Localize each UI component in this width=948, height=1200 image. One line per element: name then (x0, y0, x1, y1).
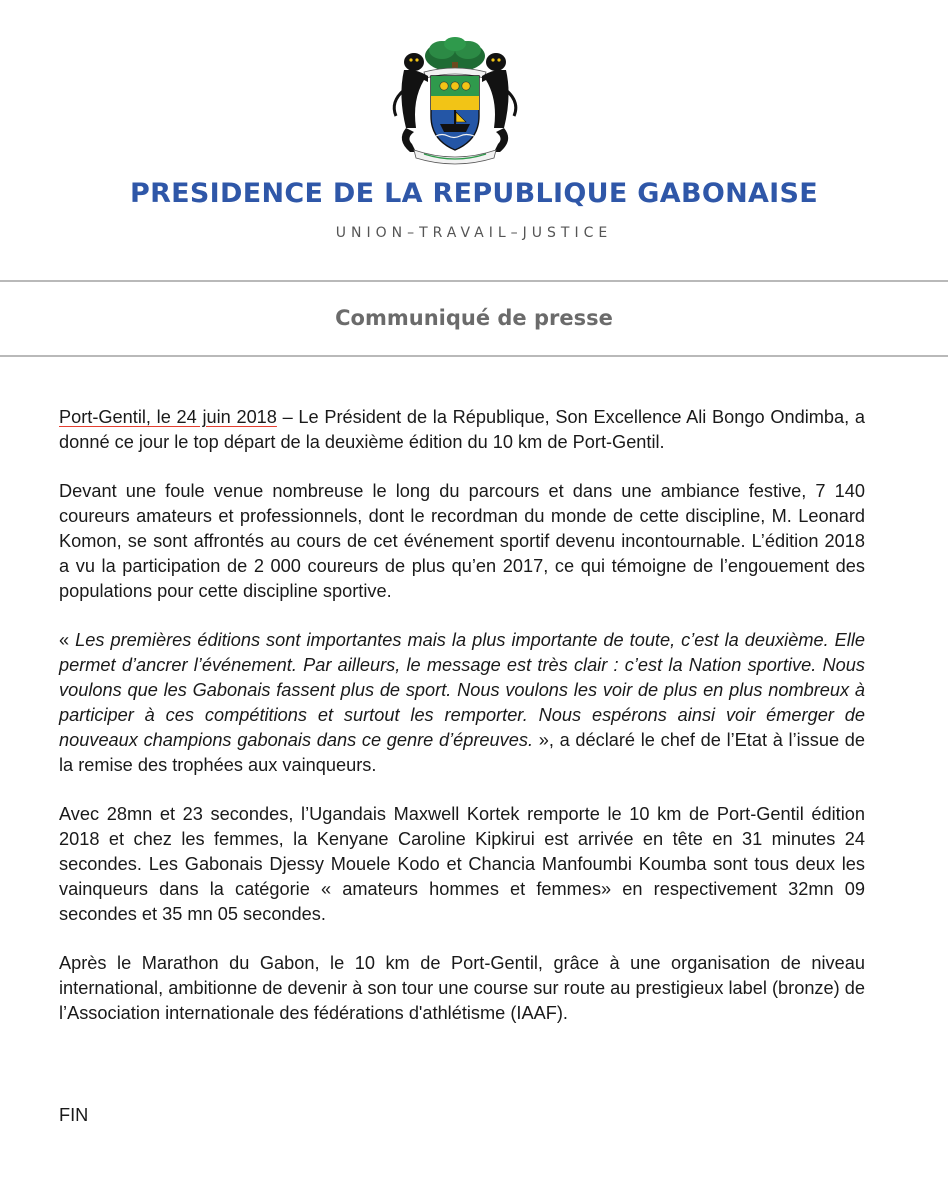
paragraph-intro (59, 405, 865, 455)
coat-of-arms-emblem (384, 36, 526, 166)
paragraph-crowd: Devant une foule venue nombreuse le long du parcours et dans une ambiance festive, 7 140 coureurs amateurs et professionnels, dont le recordman du monde de cette discipline, M. Leonard Komon, se sont affrontés au cours de cet événement sportif devenu incontournable. L’édition 2018 a vu la participation de 2 000 coureurs de plus qu’en 2017, ce qui témoigne de l’engouement des populations pour cette discipline sportive. (59, 481, 865, 601)
top-divider (0, 280, 948, 282)
paragraph-outlook: Après le Marathon du Gabon, le 10 km de Port-Gentil, grâce à une organisation de niveau international, ambitionne de devenir à son tour une course sur route au prestigieux label (bronze) de l’Association internationale des fédérations d'athlétisme (IAAF). (59, 953, 865, 1023)
end-marker: FIN (59, 1105, 89, 1125)
document-type-heading: Communiqué de presse (335, 306, 613, 330)
national-motto: UNION–TRAVAIL–JUSTICE (335, 225, 613, 241)
press-release-body (59, 405, 865, 1050)
paragraph-results: Avec 28mn et 23 secondes, l’Ugandais Maxwell Kortek remporte le 10 km de Port-Gentil édition 2018 et chez les femmes, la Kenyane Caroline Kipkirui est arrivée en tête en 31 minutes 24 secondes. Les Gabonais Djessy Mouele Kodo et Chancia Manfoumbi Koumba sont tous deux les vainqueurs dans la catégorie « amateurs hommes et femmes» en respectivement 32mn 09 secondes et 35 mn 05 secondes. (59, 804, 865, 924)
gabon-coat-of-arms-icon (384, 36, 526, 166)
bottom-divider (0, 355, 948, 357)
quote-open-mark: « (59, 630, 76, 650)
paragraph-intro-text: – Le Président de la République, Son Excellence Ali Bongo Ondimba, a donné ce jour le top départ de la deuxième édition du 10 km de Port-Gentil. (59, 407, 865, 452)
president-quote: Les premières éditions sont importantes mais la plus importante de toute, c’est la deuxième. Elle permet d’ancrer l’événement. Par ailleurs, le message est très clair : c’est la Nation sportive. Nous voulons que les Gabonais fassent plus de sport. Nous voulons les voir de plus en plus nombreux à participer à ces compétitions et surtout les remporter. Nous espérons ainsi voir émerger de nouveaux champions gabonais dans ce genre d’épreuves. (59, 630, 866, 750)
quote-attribution: », a déclaré le chef de l’Etat à l’issue de la remise des trophées aux vainqueurs. (59, 730, 866, 775)
paragraph-quote (59, 628, 865, 778)
dateline: Port-Gentil, le 24 juin 2018 (59, 407, 277, 427)
page-title: PRESIDENCE DE LA REPUBLIQUE GABONAISE (130, 178, 818, 209)
